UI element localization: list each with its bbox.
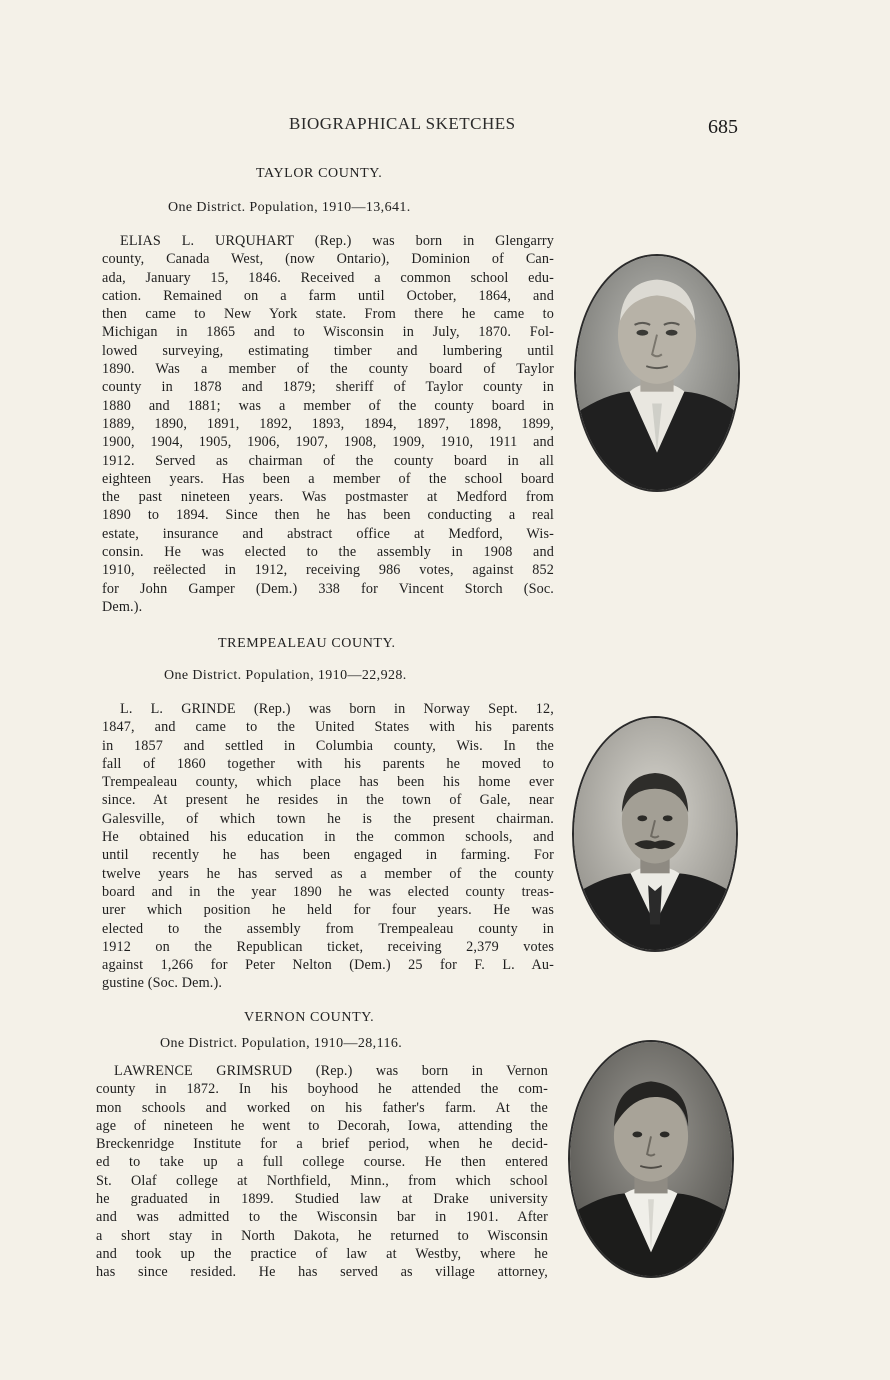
district-line-taylor: One District. Population, 1910—13,641. — [168, 200, 411, 215]
bio-line: has since resided. He has served as village attorney, — [96, 1264, 548, 1281]
bio-line: 1900, 1904, 1905, 1906, 1907, 1908, 1909, 1910, 1911 and — [102, 434, 554, 451]
bio-line: 1910, reëlected in 1912, receiving 986 votes, against 852 — [102, 562, 554, 579]
bio-line: cation. Remained on a farm until October, 1864, and — [102, 287, 554, 304]
bio-line: in 1857 and settled in Columbia county, Wis. In the — [102, 737, 554, 754]
bio-line: against 1,266 for Peter Nelton (Dem.) 25 for F. L. Au- — [102, 957, 554, 974]
biography-grimsrud — [96, 1062, 548, 1282]
bio-line: 1912 on the Republican ticket, receiving 2,379 votes — [102, 938, 554, 955]
bio-line: county, Canada West, (now Ontario), Dominion of Can- — [102, 251, 554, 268]
bio-line: a short stay in North Dakota, he returned to Wisconsin — [96, 1227, 548, 1244]
bio-line: he graduated in 1899. Studied law at Drake university — [96, 1191, 548, 1208]
bio-line: board and in the year 1890 he was elected county treas- — [102, 883, 554, 900]
bio-line: county in 1878 and 1879; sheriff of Taylor county in — [102, 379, 554, 396]
bio-line: LAWRENCE GRIMSRUD (Rep.) was born in Vernon — [114, 1063, 548, 1079]
bio-line: and took up the practice of law at Westby, where he — [96, 1245, 548, 1262]
bio-line: ed to take up a full college course. He then entered — [96, 1154, 548, 1171]
bio-line: eighteen years. Has been a member of the school board — [102, 470, 554, 487]
bio-line: Galesville, of which town he is the present chairman. — [102, 810, 554, 827]
district-line-trempealeau: One District. Population, 1910—22,928. — [164, 668, 407, 683]
bio-line: urer which position he held for four years. He was — [102, 902, 554, 919]
page-number: 685 — [708, 116, 738, 138]
county-heading-taylor: TAYLOR COUNTY. — [256, 166, 383, 181]
bio-line: gustine (Soc. Dem.). — [102, 975, 223, 992]
portrait-young-man-icon — [568, 1040, 734, 1278]
bio-line: Breckenridge Institute for a brief period, when he decid- — [96, 1136, 548, 1153]
bio-line: the past nineteen years. Was postmaster at Medford from — [102, 489, 554, 506]
biography-urquhart — [102, 232, 554, 616]
bio-line: mon schools and worked on his father's farm. At the — [96, 1099, 548, 1116]
bio-line: twelve years he has served as a member of the county — [102, 865, 554, 882]
bio-line: 1890. Was a member of the county board of Taylor — [102, 361, 554, 378]
bio-line: Michigan in 1865 and to Wisconsin in July, 1870. Fol- — [102, 324, 554, 341]
county-heading-vernon: VERNON COUNTY. — [244, 1010, 375, 1025]
bio-line: 1912. Served as chairman of the county board in all — [102, 452, 554, 469]
bio-line: for John Gamper (Dem.) 338 for Vincent Storch (Soc. — [102, 580, 554, 597]
bio-line: estate, insurance and abstract office at Medford, Wis- — [102, 525, 554, 542]
district-line-vernon: One District. Population, 1910—28,116. — [160, 1036, 403, 1051]
portrait-mustached-man-icon — [572, 716, 738, 952]
bio-line: 1880 and 1881; was a member of the county board in — [102, 397, 554, 414]
bio-line: ada, January 15, 1846. Received a common school edu- — [102, 269, 554, 286]
bio-line: elected to the assembly from Trempealeau county in — [102, 920, 554, 937]
bio-line: 1847, and came to the United States with his parents — [102, 719, 554, 736]
bio-line: He obtained his education in the common schools, and — [102, 829, 554, 846]
bio-line: until recently he has been engaged in farming. For — [102, 847, 554, 864]
bio-line: and was admitted to the Wisconsin bar in 1901. After — [96, 1209, 548, 1226]
bio-line: ELIAS L. URQUHART (Rep.) was born in Glengarry — [120, 233, 554, 249]
bio-line: fall of 1860 together with his parents he moved to — [102, 755, 554, 772]
bio-line: county in 1872. In his boyhood he attended the com- — [96, 1081, 548, 1098]
bio-line: L. L. GRINDE (Rep.) was born in Norway Sept. 12, — [120, 701, 554, 717]
county-heading-trempealeau: TREMPEALEAU COUNTY. — [218, 636, 396, 651]
bio-line: consin. He was elected to the assembly in 1908 and — [102, 544, 554, 561]
bio-line: St. Olaf college at Northfield, Minn., from which school — [96, 1172, 548, 1189]
bio-line: 1890 to 1894. Since then he has been conducting a real — [102, 507, 554, 524]
biography-grinde — [102, 700, 554, 993]
bio-line: age of nineteen he went to Decorah, Iowa, attending the — [96, 1117, 548, 1134]
portrait-elderly-man-icon — [574, 254, 740, 492]
bio-line: 1889, 1890, 1891, 1892, 1893, 1894, 1897, 1898, 1899, — [102, 415, 554, 432]
bio-line: since. At present he resides in the town of Gale, near — [102, 792, 554, 809]
bio-line: lowed surveying, estimating timber and lumbering until — [102, 342, 554, 359]
running-head: BIOGRAPHICAL SKETCHES — [289, 114, 516, 133]
bio-line: then came to New York state. From there he came to — [102, 306, 554, 323]
bio-line: Trempealeau county, which place has been his home ever — [102, 774, 554, 791]
bio-line: Dem.). — [102, 598, 143, 615]
